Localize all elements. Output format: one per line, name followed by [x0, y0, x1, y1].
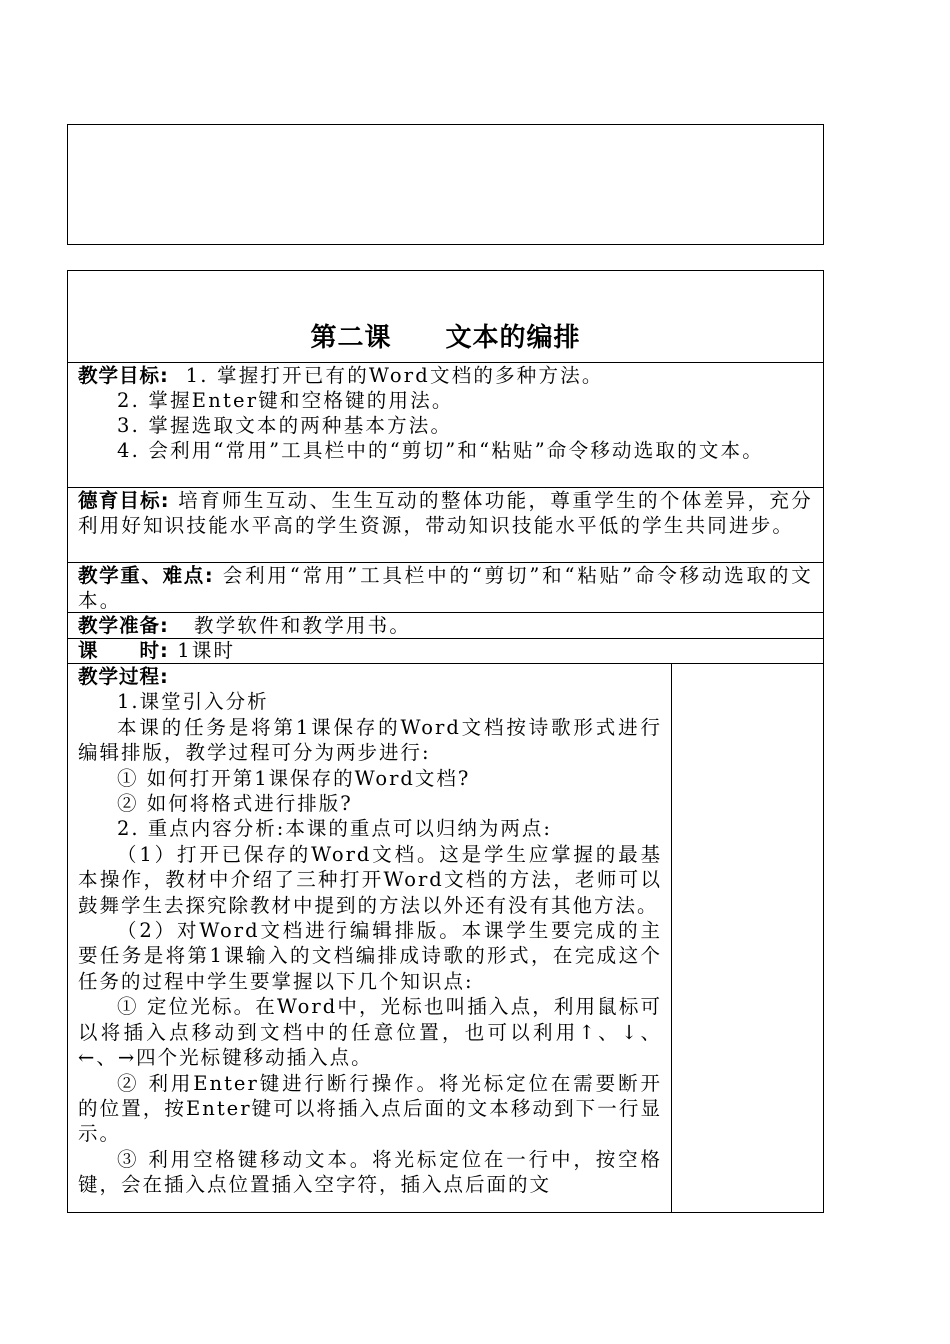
- process-line: ① 如何打开第1课保存的Word文档?: [117, 766, 471, 790]
- preparation-label: 教学准备:: [78, 614, 169, 637]
- key-points-row: [68, 563, 823, 613]
- process-line: ② 如何将格式进行排版?: [117, 792, 353, 816]
- objective-3: 3. 掌握选取文本的两种基本方法。: [117, 414, 453, 437]
- moral-label: 德育目标:: [78, 489, 170, 512]
- process-line: ② 利用Enter键进行断行操作。将光标定位在需要断开的位置，按Enter键可以将插入点后面的文本移动到下一行显示。: [78, 1071, 662, 1146]
- key-points-cell: [78, 563, 813, 613]
- title-row: [68, 271, 823, 363]
- objectives-row: [68, 363, 823, 488]
- objective-1: 1. 掌握打开已有的Word文档的多种方法。: [185, 364, 604, 387]
- hours-label: 课 时:: [78, 639, 169, 662]
- process-line: ① 定位光标。在Word中，光标也叫插入点，利用鼠标可以将插入点移动到文档中的任意位置，也可以利用↑、↓、←、→四个光标键移动插入点。: [78, 995, 662, 1070]
- preparation-cell: [78, 613, 813, 638]
- process-line: 本课的任务是将第1课保存的Word文档按诗歌形式进行编辑排版，教学过程可分为两步进行:: [78, 715, 662, 765]
- objectives-label: 教学目标:: [78, 364, 169, 387]
- process-cell: [78, 664, 662, 1198]
- moral-row: [68, 488, 823, 563]
- moral-cell: [78, 488, 813, 538]
- hours-text: 1课时: [177, 639, 236, 662]
- objective-2: 2. 掌握Enter键和空格键的用法。: [117, 389, 454, 412]
- process-row: [68, 664, 823, 1212]
- process-line: 1.课堂引入分析: [117, 690, 269, 714]
- process-line: （2）对Word文档进行编辑排版。本课学生要完成的主要任务是将第1课输入的文档编排成诗歌的形式，在完成这个任务的过程中学生要掌握以下几个知识点:: [78, 919, 662, 993]
- key-points-text: 会利用“常用”工具栏中的“剪切”和“粘贴”命令移动选取的文本。: [78, 564, 813, 612]
- objective-4: 4. 会利用“常用”工具栏中的“剪切”和“粘贴”命令移动选取的文本。: [117, 439, 764, 462]
- process-line: 2. 重点内容分析:本课的重点可以归纳为两点:: [117, 817, 552, 841]
- lesson-title: 第二课 文本的编排: [310, 323, 581, 353]
- process-label: 教学过程:: [78, 665, 169, 688]
- notes-column-divider: [671, 664, 672, 1212]
- process-line: （1）打开已保存的Word文档。这是学生应掌握的最基本操作，教材中介绍了三种打开Word文档的方法，老师可以鼓舞学生去探究除教材中提到的方法以外还有没有其他方法。: [78, 842, 662, 917]
- preparation-row: [68, 613, 823, 639]
- hours-row: [68, 639, 823, 664]
- moral-text: 培育师生互动、生生互动的整体功能，尊重学生的个体差异，充分利用好知识技能水平高的学生资源，带动知识技能水平低的学生共同进步。: [78, 489, 813, 537]
- process-line: ③ 利用空格键移动文本。将光标定位在一行中，按空格键，会在插入点位置插入空字符，插入点后面的文: [78, 1147, 662, 1197]
- lesson-plan-table: [67, 270, 824, 1213]
- preparation-text: 教学软件和教学用书。: [194, 614, 412, 637]
- key-points-label: 教学重、难点:: [78, 564, 214, 587]
- objectives-cell: [78, 363, 813, 463]
- header-empty-box: [67, 124, 824, 245]
- hours-cell: [78, 638, 813, 663]
